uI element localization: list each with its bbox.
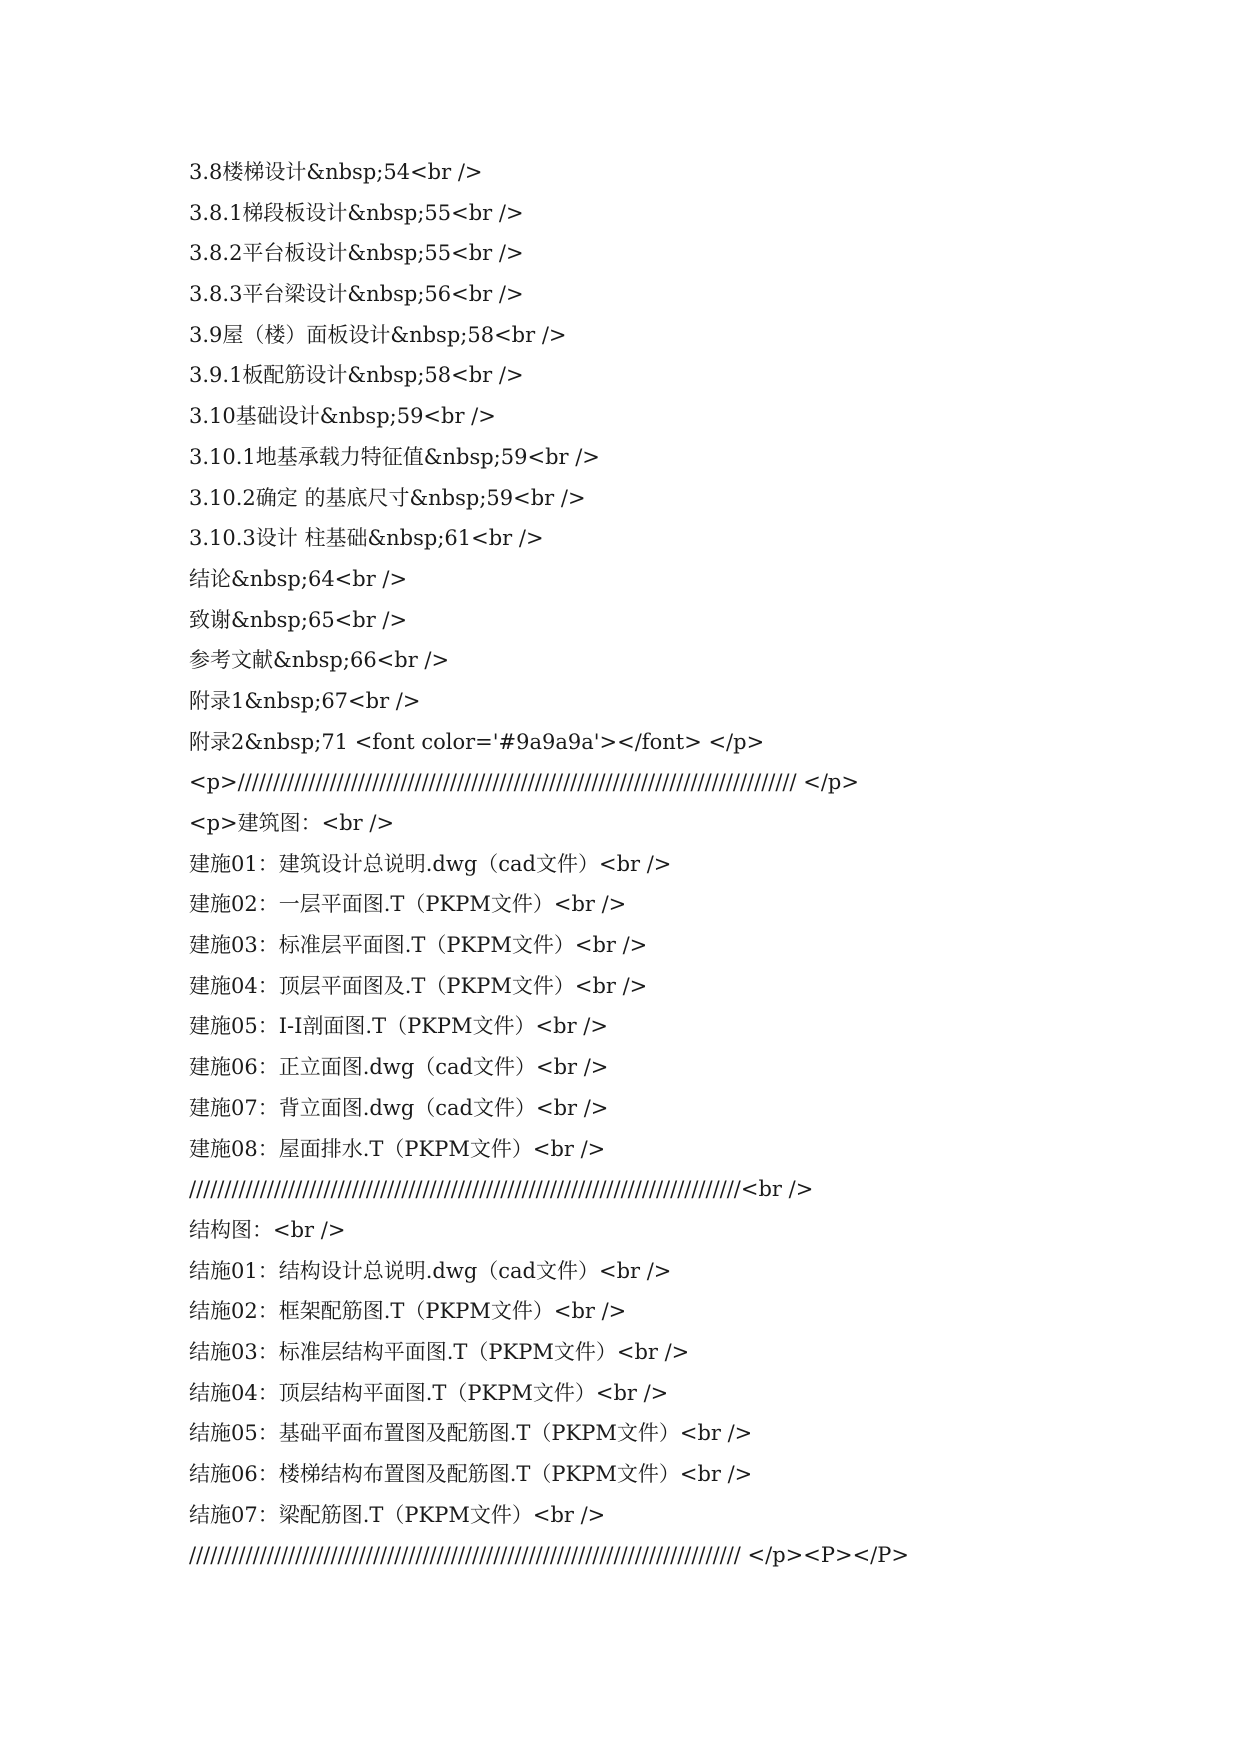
architecture-drawing-05: 建施05：I-I剖面图.T（PKPM文件）<br /> — [189, 1014, 608, 1039]
document-text-block — [189, 152, 1149, 1576]
architecture-drawing-03: 建施03：标准层平面图.T（PKPM文件）<br /> — [189, 933, 648, 958]
structure-drawing-01: 结施01：结构设计总说明.dwg（cad文件）<br /> — [189, 1258, 672, 1283]
structure-drawing-05: 结施05：基础平面布置图及配筋图.T（PKPM文件）<br /> — [189, 1421, 753, 1446]
toc-line-references: 参考文献&nbsp;66<br /> — [189, 648, 450, 673]
toc-line-appendix-1: 附录1&nbsp;67<br /> — [189, 688, 421, 713]
structure-heading: 结构图：<br /> — [189, 1217, 346, 1242]
architecture-drawing-07: 建施07：背立面图.dwg（cad文件）<br /> — [189, 1095, 609, 1120]
toc-line-3-8-1: 3.8.1梯段板设计&nbsp;55<br /> — [189, 200, 524, 225]
architecture-drawing-02: 建施02：一层平面图.T（PKPM文件）<br /> — [189, 892, 627, 917]
toc-line-3-9-1: 3.9.1板配筋设计&nbsp;58<br /> — [189, 363, 524, 388]
toc-line-3-8: 3.8楼梯设计&nbsp;54<br /> — [189, 160, 483, 184]
architecture-drawing-08: 建施08：屋面排水.T（PKPM文件）<br /> — [189, 1136, 606, 1161]
structure-drawing-02: 结施02：框架配筋图.T（PKPM文件）<br /> — [189, 1299, 627, 1324]
toc-line-3-9: 3.9屋（楼）面板设计&nbsp;58<br /> — [189, 322, 567, 347]
structure-drawing-07: 结施07：梁配筋图.T（PKPM文件）<br /> — [189, 1502, 606, 1527]
structure-drawing-04: 结施04：顶层结构平面图.T（PKPM文件）<br /> — [189, 1380, 669, 1405]
structure-drawing-06: 结施06：楼梯结构布置图及配筋图.T（PKPM文件）<br /> — [189, 1462, 753, 1486]
separator-line: //////////////////////////////////////////////////////////////////////////////<br /> — [189, 1177, 814, 1202]
architecture-drawing-01: 建施01：建筑设计总说明.dwg（cad文件）<br /> — [189, 851, 672, 876]
separator-line: <p>/////////////////////////////////////////////////////////////////////////////// </p> — [189, 770, 859, 795]
separator-line: ////////////////////////////////////////////////////////////////////////////// </p><P></P> — [189, 1543, 909, 1568]
toc-line-3-8-3: 3.8.3平台梁设计&nbsp;56<br /> — [189, 282, 524, 307]
architecture-heading: <p>建筑图：<br /> — [189, 811, 395, 835]
toc-line-3-10-1: 3.10.1地基承载力特征值&nbsp;59<br /> — [189, 444, 600, 469]
toc-line-acknowledgement: 致谢&nbsp;65<br /> — [189, 607, 408, 632]
toc-line-conclusion: 结论&nbsp;64<br /> — [189, 566, 408, 591]
toc-line-3-10-3: 3.10.3设计 柱基础&nbsp;61<br /> — [189, 526, 544, 551]
architecture-drawing-04: 建施04：顶层平面图及.T（PKPM文件）<br /> — [189, 973, 648, 998]
architecture-drawing-06: 建施06：正立面图.dwg（cad文件）<br /> — [189, 1055, 609, 1080]
structure-drawing-03: 结施03：标准层结构平面图.T（PKPM文件）<br /> — [189, 1339, 690, 1364]
toc-line-appendix-2: 附录2&nbsp;71 <font color='#9a9a9a'></font> </p> — [189, 729, 765, 754]
toc-line-3-10: 3.10基础设计&nbsp;59<br /> — [189, 404, 496, 429]
toc-line-3-10-2: 3.10.2确定 的基底尺寸&nbsp;59<br /> — [189, 485, 586, 510]
toc-line-3-8-2: 3.8.2平台板设计&nbsp;55<br /> — [189, 241, 524, 266]
